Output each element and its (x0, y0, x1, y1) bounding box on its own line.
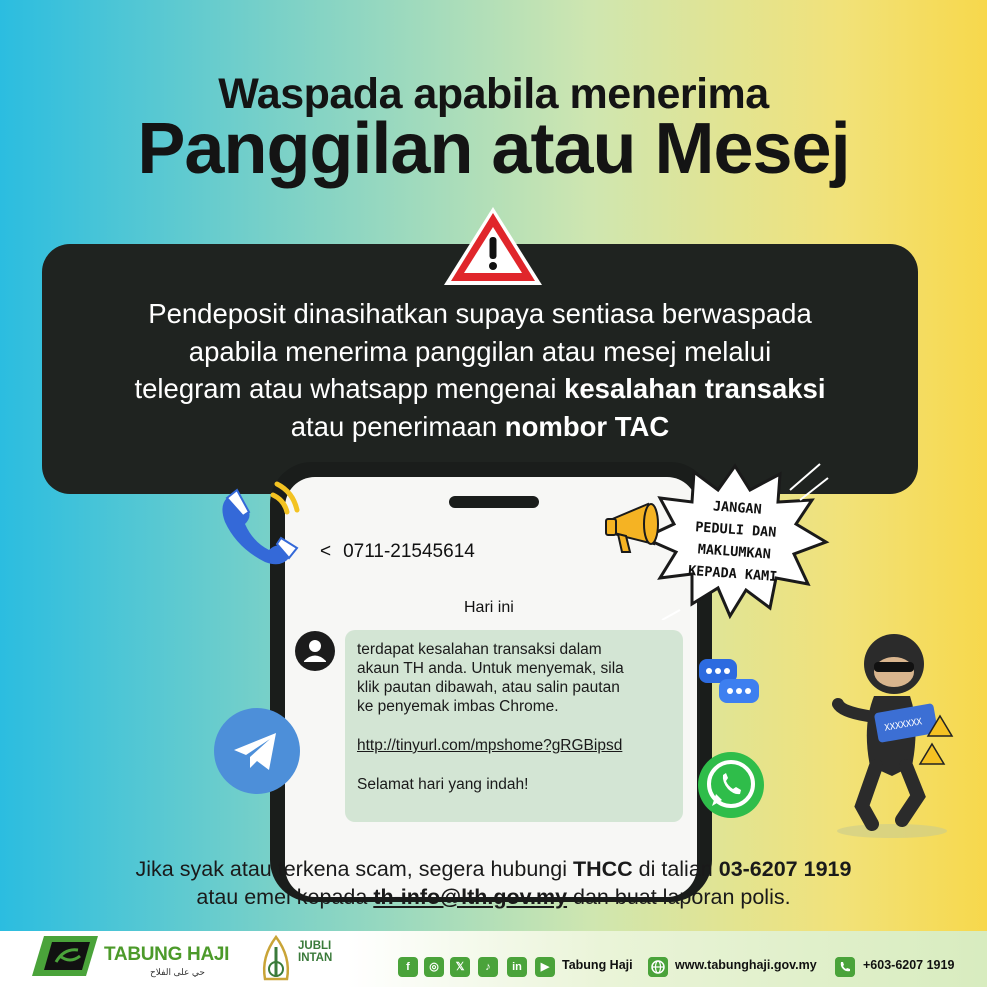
thcc-label: THCC (572, 857, 633, 881)
badge-line-1: JANGAN (712, 498, 763, 518)
instagram-icon[interactable]: ◎ (424, 957, 444, 977)
jubli-line-2: INTAN (298, 952, 333, 964)
svg-text:XXXXXXX: XXXXXXX (883, 717, 923, 734)
jubli-intan-emblem (255, 933, 297, 985)
tabung-haji-logo (30, 934, 100, 978)
facebook-icon[interactable]: f (398, 957, 418, 977)
message-line-1: terdapat kesalahan transaksi dalam (357, 641, 602, 658)
hacker-illustration (832, 626, 962, 841)
youtube-icon[interactable]: ▶ (535, 957, 555, 977)
message-line-3: klik pautan dibawah, atau salin pautan (357, 679, 620, 696)
badge-line-2: PEDULI DAN (694, 519, 777, 541)
notice-line-4 (60, 408, 900, 446)
brand-arabic: حي على الفلاح (150, 967, 205, 977)
notice-line-1: Pendeposit dinasihatkan supaya sentiasa berwaspada (148, 298, 812, 329)
website-link[interactable]: www.tabunghaji.gov.my (675, 958, 817, 972)
contact-info (0, 855, 987, 911)
notice-line-3 (60, 370, 900, 408)
contact-line-1 (0, 855, 987, 883)
telegram-icon (212, 706, 302, 796)
social-handle: Tabung Haji (562, 958, 633, 972)
notice-highlight-transaction: kesalahan transaksi (564, 373, 826, 404)
contact-text-1: Jika syak atau terkena scam, segera hubungi (135, 857, 573, 881)
brand-name: TABUNG HAJI (104, 944, 230, 965)
scam-link[interactable]: http://tinyurl.com/mpshome?gRGBipsd (357, 737, 623, 754)
headline-large: Panggilan atau Mesej (137, 109, 850, 189)
sender-header (320, 541, 475, 563)
message-sign-off: Selamat hari yang indah! (357, 776, 529, 793)
jubli-intan-text (298, 940, 332, 964)
notice-line-4-text: atau penerimaan (290, 410, 505, 442)
notice-line-2: apabila menerima panggilan atau mesej melalui (188, 335, 772, 367)
contact-text-3: atau emel kepada (196, 885, 374, 909)
message-line-4: ke penyemak imbas Chrome. (357, 698, 559, 715)
ringing-phone-icon (215, 478, 310, 573)
message-line-2: akaun TH anda. Untuk menyemak, sila (357, 660, 624, 677)
chat-bubbles-icon (697, 655, 762, 710)
whatsapp-icon (696, 750, 766, 820)
badge-line-3: MAKLUMKAN (697, 541, 772, 563)
megaphone-icon (604, 500, 668, 556)
badge-text (662, 492, 808, 590)
message-body (357, 640, 679, 716)
badge-line-4: KEPADA KAMI (687, 562, 778, 586)
globe-icon (648, 957, 668, 977)
back-button[interactable]: < (320, 541, 332, 562)
phone-speaker (449, 496, 539, 508)
hotline-number[interactable]: 03-6207 1919 (718, 857, 852, 881)
contact-text-2: di talian (632, 857, 719, 881)
warning-triangle-icon (440, 203, 546, 289)
headline-small: Waspada apabila menerima (218, 70, 769, 118)
x-icon[interactable]: 𝕏 (450, 957, 470, 977)
linkedin-icon[interactable]: in (507, 957, 527, 977)
jubli-line-1: JUBLI (298, 940, 332, 952)
date-label: Hari ini (464, 599, 514, 616)
contact-text-4: dan buat laporan polis. (567, 885, 791, 909)
email-link[interactable]: th-info@lth.gov.my (373, 885, 568, 909)
avatar (295, 631, 335, 671)
notice-text (60, 295, 900, 445)
contact-line-2 (0, 883, 987, 911)
notice-highlight-tac: nombor TAC (504, 410, 670, 442)
telephone-number[interactable]: +603-6207 1919 (863, 958, 955, 972)
notice-line-3-text: telegram atau whatsapp mengenai (134, 373, 565, 404)
phone-icon (835, 957, 855, 977)
tiktok-icon[interactable]: ♪ (478, 957, 498, 977)
sender-number: 0711-21545614 (343, 541, 475, 562)
